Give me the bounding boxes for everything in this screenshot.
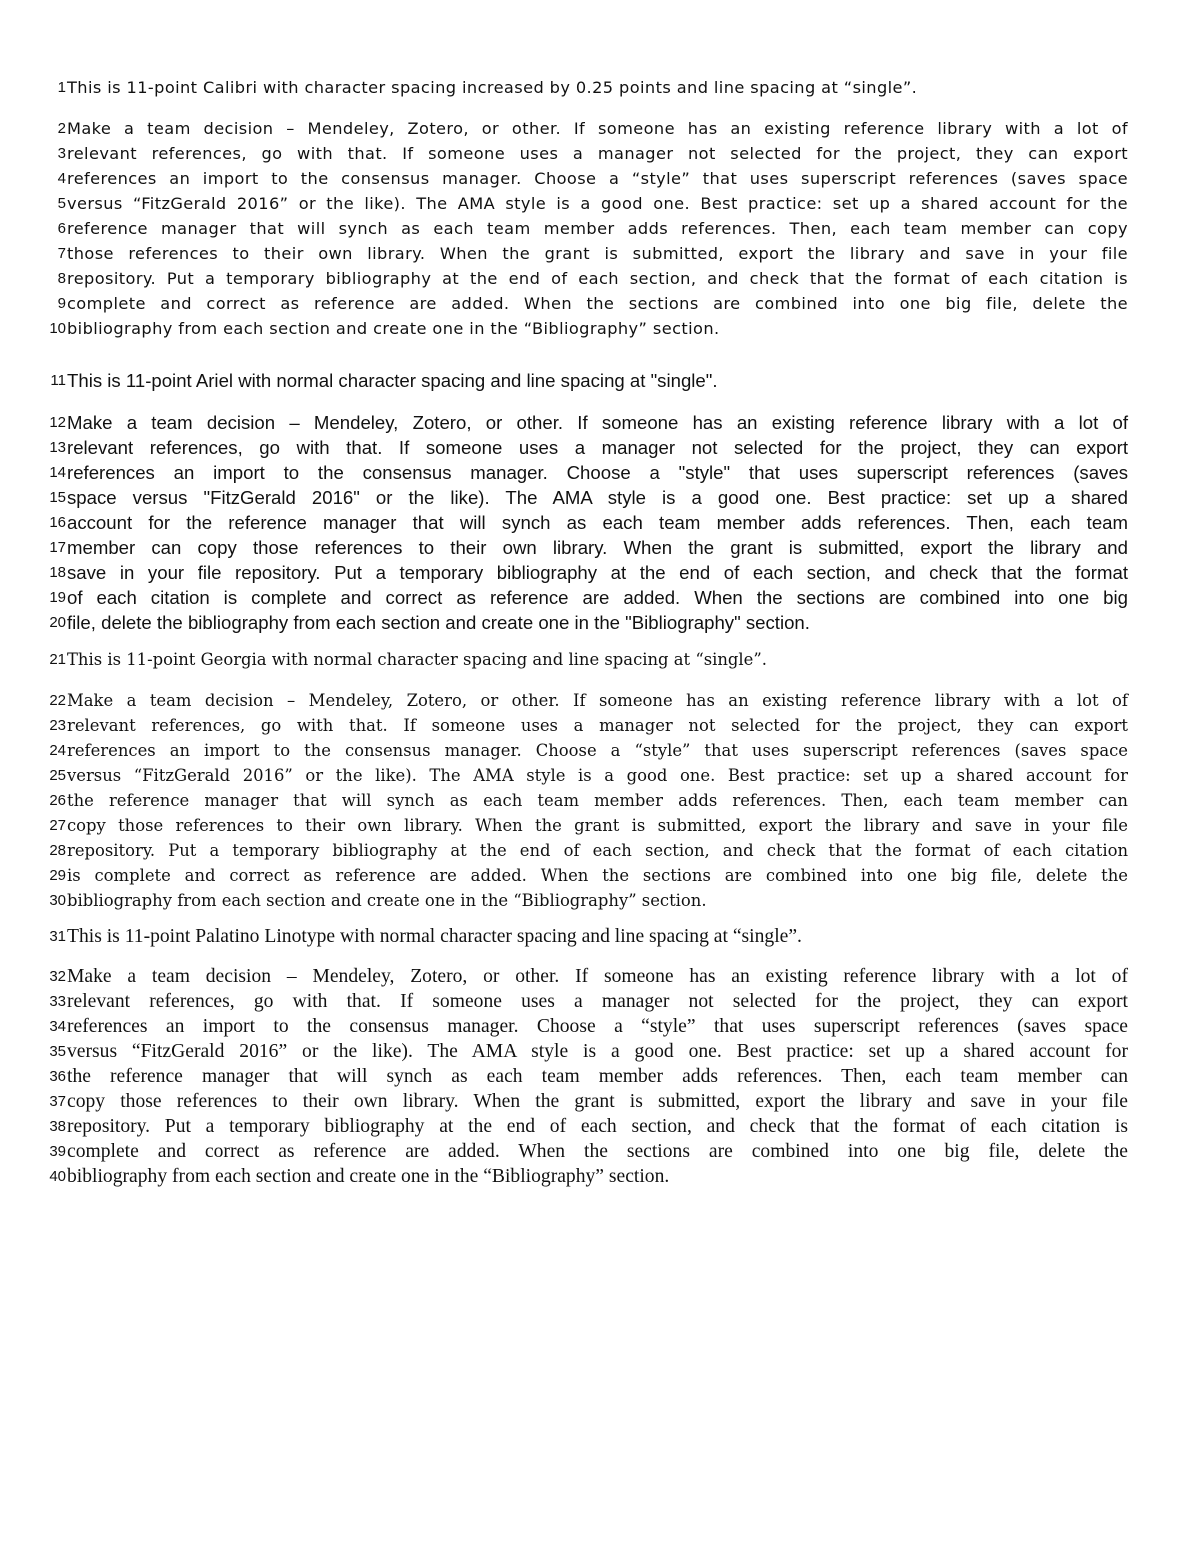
text-line: [0, 141, 1200, 166]
line-number: 11: [50, 372, 66, 389]
text-line: [0, 460, 1200, 485]
line-number: 1: [57, 79, 66, 96]
line-number: 2: [57, 120, 66, 137]
line-text: those references to their own library. When the grant is submitted, export the library and save in your file: [67, 244, 1128, 263]
line-text: repository. Put a temporary bibliography at the end of each section, and check that the format of each citation is: [67, 269, 1128, 288]
text-line: [0, 888, 1200, 913]
line-text: versus “FitzGerald 2016” or the like). The AMA style is a good one. Best practice: set up a shared account for: [67, 766, 1128, 785]
text-line: [0, 1039, 1200, 1064]
text-line: [0, 738, 1200, 763]
text-line: [0, 863, 1200, 888]
text-line: [0, 1014, 1200, 1039]
line-text: Make a team decision – Mendeley, Zotero, or other. If someone has an existing reference library with a lot of: [67, 412, 1128, 433]
line-number: 13: [49, 439, 66, 456]
line-text: member can copy those references to their own library. When the grant is submitted, export the library and: [67, 537, 1128, 558]
line-number: 15: [49, 489, 66, 506]
line-number: 7: [57, 245, 66, 262]
text-line: [0, 291, 1200, 316]
line-text: references an import to the consensus manager. Choose a "style" that uses superscript references (saves: [67, 462, 1128, 483]
line-text: references an import to the consensus manager. Choose a “style” that uses superscript references (saves space: [67, 741, 1128, 760]
text-line: [0, 316, 1200, 341]
line-number: 28: [49, 842, 66, 859]
line-text: the reference manager that will synch as each team member adds references. Then, each team member can: [67, 791, 1128, 810]
line-number: 16: [49, 514, 66, 531]
line-number: 37: [49, 1093, 66, 1110]
heading-line: [0, 924, 1200, 949]
text-line: [0, 688, 1200, 713]
text-line: [0, 485, 1200, 510]
section-heading: This is 11-point Palatino Linotype with normal character spacing and line spacing at “single”.: [67, 926, 802, 947]
text-line: [0, 535, 1200, 560]
line-number: 5: [57, 195, 66, 212]
line-number: 6: [57, 220, 66, 237]
line-text: of each citation is complete and correct as reference are added. When the sections are combined into one big: [67, 587, 1128, 608]
text-line: [0, 166, 1200, 191]
line-number: 39: [49, 1143, 66, 1160]
section-arial: [0, 368, 1200, 635]
section-heading: This is 11-point Calibri with character spacing increased by 0.25 points and line spacing at “single”.: [67, 78, 918, 97]
line-number: 40: [49, 1168, 66, 1185]
line-text: Make a team decision – Mendeley, Zotero, or other. If someone has an existing reference library with a lot of: [67, 966, 1128, 987]
text-line: [0, 838, 1200, 863]
line-text: bibliography from each section and create one in the “Bibliography” section.: [67, 891, 707, 910]
line-text: complete and correct as reference are added. When the sections are combined into one big file, delete the: [67, 1141, 1128, 1162]
line-text: versus “FitzGerald 2016” or the like). The AMA style is a good one. Best practice: set up a shared account for: [67, 1041, 1128, 1062]
line-number: 24: [49, 742, 66, 759]
section-heading: This is 11-point Georgia with normal character spacing and line spacing at “single”.: [67, 650, 767, 669]
line-number: 23: [49, 717, 66, 734]
line-number: 26: [49, 792, 66, 809]
line-text: bibliography from each section and create one in the “Bibliography” section.: [67, 319, 720, 338]
line-text: relevant references, go with that. If someone uses a manager not selected for the project, they can export: [67, 144, 1128, 163]
section-calibri: [0, 75, 1200, 341]
line-number: 27: [49, 817, 66, 834]
text-line: [0, 1114, 1200, 1139]
text-line: [0, 1164, 1200, 1189]
line-text: repository. Put a temporary bibliography at the end of each section, and check that the format of each citation: [67, 841, 1128, 860]
line-text: references an import to the consensus manager. Choose a “style” that uses superscript references (saves space: [67, 1016, 1128, 1037]
text-line: [0, 1064, 1200, 1089]
line-number: 36: [49, 1068, 66, 1085]
line-text: references an import to the consensus manager. Choose a “style” that uses superscript references (saves space: [67, 169, 1128, 188]
line-number: 17: [49, 539, 66, 556]
section-georgia: [0, 647, 1200, 913]
text-line: [0, 788, 1200, 813]
line-text: repository. Put a temporary bibliography at the end of each section, and check that the format of each citation is: [67, 1116, 1128, 1137]
text-line: [0, 585, 1200, 610]
line-number: 4: [57, 170, 66, 187]
line-number: 9: [57, 295, 66, 312]
text-line: [0, 216, 1200, 241]
text-line: [0, 989, 1200, 1014]
line-text: save in your file repository. Put a temporary bibliography at the end of each section, and check that the format: [67, 562, 1128, 583]
heading-line: [0, 75, 1200, 100]
line-text: complete and correct as reference are added. When the sections are combined into one big file, delete the: [67, 294, 1128, 313]
line-number: 38: [49, 1118, 66, 1135]
line-text: is complete and correct as reference are added. When the sections are combined into one big file, delete the: [67, 866, 1128, 885]
line-number: 18: [49, 564, 66, 581]
line-text: relevant references, go with that. If someone uses a manager not selected for the project, they can export: [67, 991, 1128, 1012]
line-text: reference manager that will synch as each team member adds references. Then, each team member can copy: [67, 219, 1128, 238]
line-text: relevant references, go with that. If someone uses a manager not selected for the project, they can export: [67, 437, 1128, 458]
text-line: [0, 1139, 1200, 1164]
line-number: 30: [49, 892, 66, 909]
line-text: bibliography from each section and create one in the “Bibliography” section.: [67, 1166, 670, 1187]
text-line: [0, 1089, 1200, 1114]
line-text: space versus "FitzGerald 2016" or the like). The AMA style is a good one. Best practice: set up a shared: [67, 487, 1128, 508]
line-number: 10: [49, 320, 66, 337]
text-line: [0, 813, 1200, 838]
line-text: Make a team decision – Mendeley, Zotero, or other. If someone has an existing reference library with a lot of: [67, 691, 1128, 710]
text-line: [0, 191, 1200, 216]
text-line: [0, 713, 1200, 738]
line-number: 8: [57, 270, 66, 287]
text-line: [0, 510, 1200, 535]
text-line: [0, 435, 1200, 460]
line-number: 19: [49, 589, 66, 606]
text-line: [0, 610, 1200, 635]
line-text: copy those references to their own library. When the grant is submitted, export the library and save in your file: [67, 1091, 1128, 1112]
text-line: [0, 241, 1200, 266]
line-number: 33: [49, 993, 66, 1010]
heading-line: [0, 647, 1200, 672]
line-number: 29: [49, 867, 66, 884]
line-number: 3: [57, 145, 66, 162]
text-line: [0, 964, 1200, 989]
line-number: 34: [49, 1018, 66, 1035]
line-number: 20: [49, 614, 66, 631]
line-number: 35: [49, 1043, 66, 1060]
line-text: file, delete the bibliography from each section and create one in the "Bibliography" section.: [67, 612, 810, 633]
text-line: [0, 410, 1200, 435]
section-heading: This is 11-point Ariel with normal character spacing and line spacing at "single".: [67, 370, 718, 391]
line-number: 31: [49, 928, 66, 945]
heading-line: [0, 368, 1200, 393]
line-text: copy those references to their own library. When the grant is submitted, export the library and save in your file: [67, 816, 1128, 835]
line-number: 25: [49, 767, 66, 784]
line-number: 22: [49, 692, 66, 709]
text-line: [0, 266, 1200, 291]
line-text: the reference manager that will synch as each team member adds references. Then, each team member can: [67, 1066, 1128, 1087]
line-text: account for the reference manager that will synch as each team member adds references. Then, each team: [67, 512, 1128, 533]
text-line: [0, 116, 1200, 141]
line-number: 21: [49, 651, 66, 668]
line-number: 32: [49, 968, 66, 985]
text-line: [0, 763, 1200, 788]
text-line: [0, 560, 1200, 585]
line-text: versus “FitzGerald 2016” or the like). The AMA style is a good one. Best practice: set up a shared account for the: [67, 194, 1128, 213]
line-number: 12: [49, 414, 66, 431]
line-text: Make a team decision – Mendeley, Zotero, or other. If someone has an existing reference library with a lot of: [67, 119, 1128, 138]
section-palatino: [0, 924, 1200, 1189]
line-text: relevant references, go with that. If someone uses a manager not selected for the project, they can export: [67, 716, 1128, 735]
line-number: 14: [49, 464, 66, 481]
